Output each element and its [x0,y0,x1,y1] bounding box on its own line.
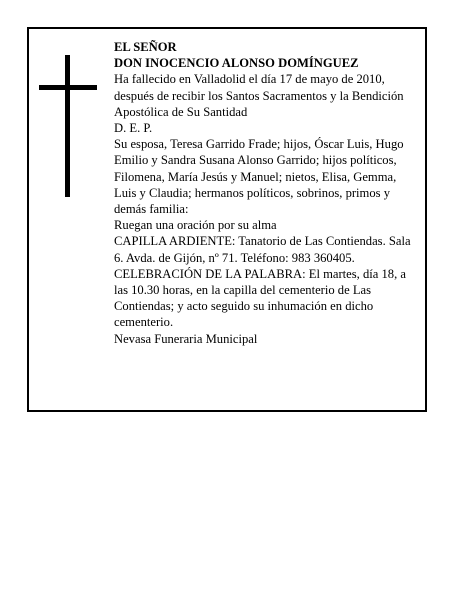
death-announcement: Ha fallecido en Valladolid el día 17 de mayo de 2010, después de recibir los Santos Sacramentos y la Bendición Apostólica de Su Santidad [114,72,404,119]
deceased-name: DON INOCENCIO ALONSO DOMÍNGUEZ [114,56,359,71]
dep: D. E. P. [114,121,153,136]
cross-icon-horizontal-bar [39,85,97,90]
honorific: EL SEÑOR [114,40,177,54]
ceremony-info: CELEBRACIÓN DE LA PALABRA: El martes, día 18, a las 10.30 horas, en la capilla del cementerio de Las Contiendas; y acto seguido su inhumación en dicho cementerio. [114,266,406,330]
chapel-info: CAPILLA ARDIENTE: Tanatorio de Las Contiendas. Sala 6. Avda. de Gijón, nº 71. Teléfono: 983 360405. [114,234,411,265]
prayer-request: Ruegan una oración por su alma [114,218,277,233]
family-list: Su esposa, Teresa Garrido Frade; hijos, Óscar Luis, Hugo Emilio y Sandra Susana Alonso Garrido; hijos políticos, Filomena, María Jesús y Manuel; nietos, Elisa, Gemma, Luis y Claudia; hermanos políticos, sobrinos, primos y demás familia: [114,137,404,217]
obituary-text [114,39,420,347]
cross-icon-vertical-bar [65,55,70,197]
funeral-home: Nevasa Funeraria Municipal [114,331,258,346]
